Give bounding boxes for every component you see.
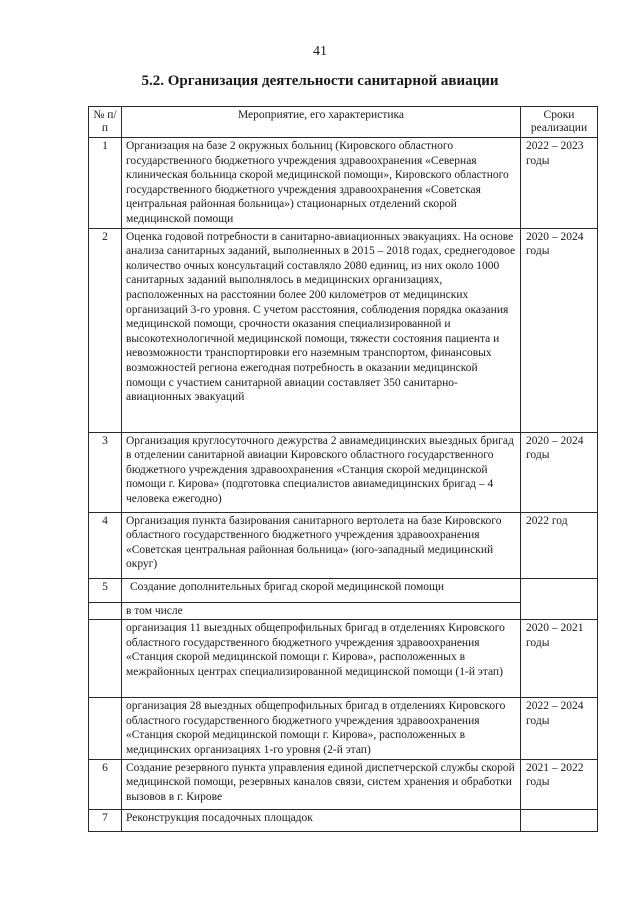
row-description: Организация на базе 2 окружных больниц (Кировского областного государственного бюджетного учреждения здравоохранения «Северная клиническая больница скорой медицинской помощи», Кировского областного государственного бюджетного учреждения здравоохранения «Советская центральная районная больница») стационарных отделений скорой медицинской помощи [122, 138, 521, 229]
row-terms: 2022 – 2024 годы [521, 698, 598, 759]
row-number: 4 [89, 512, 122, 578]
row-description: в том числе [122, 602, 521, 620]
row-terms: 2020 – 2024 годы [521, 432, 598, 512]
row-number: 2 [89, 228, 122, 432]
row-terms: 2020 – 2024 годы [521, 228, 598, 432]
row-description: Создание резервного пункта управления единой диспетчерской службы скорой медицинской помощи, резервных каналов связи, систем хранения и обработки вызовов в г. Кирове [122, 759, 521, 809]
row-description: организация 28 выездных общепрофильных бригад в отделениях Кировского областного государственного бюджетного учреждения здравоохранения «Станция скорой медицинской помощи г. Кирова», расположенных в медицинских организациях 1-го уровня (2-й этап) [122, 698, 521, 759]
row-number [89, 698, 122, 759]
table-row [89, 432, 598, 512]
row-terms: 2020 – 2021 годы [521, 620, 598, 698]
row-number [89, 620, 122, 698]
table-row [89, 698, 598, 759]
row-number: 7 [89, 809, 122, 831]
row-description: Реконструкция посадочных площадок [122, 809, 521, 831]
row-description: Организация круглосуточного дежурства 2 авиамедицинских выездных бригад в отделении санитарной авиации Кировского областного государственного бюджетного учреждения здравоохранения «Станция скорой медицинской помощи г. Кирова» (подготовка специалистов авиамедицинских бригад – 4 человека ежегодно) [122, 432, 521, 512]
row-description: Оценка годовой потребности в санитарно-авиационных эвакуациях. На основе анализа санитарных заданий, выполненных в 2015 – 2018 годах, среднегодовое количество очных консультаций составляло 2080 единиц, из них около 1000 санитарных заданий выполнялось в медицинских организациях, расположенных на расстоянии более 200 километров от медицинских организаций 3-го уровня. С учетом расстояния, соблюдения порядка оказания медицинской помощи, срочности оказания специализированной и высокотехнологичной медицинской помощи, тяжести состояния пациента и невозможности транспортировки его наземным транспортом, финансовых возможностей региона ежегодная потребность в оказании медицинской помощи с участием санитарной авиации составляет 350 санитарно-авиационных эвакуаций [122, 228, 521, 432]
row-terms: 2021 – 2022 годы [521, 759, 598, 809]
row-number: 5 [89, 578, 122, 602]
table-row [89, 809, 598, 831]
row-terms: 2022 год [521, 512, 598, 578]
table-row [89, 138, 598, 229]
header-activity: Мероприятие, его характеристика [122, 107, 521, 138]
row-number: 3 [89, 432, 122, 512]
row-number [89, 602, 122, 620]
row-terms [521, 602, 598, 620]
row-terms: 2022 – 2023 годы [521, 138, 598, 229]
table-row [89, 602, 598, 620]
header-terms: Сроки реализации [521, 107, 598, 138]
row-description: организация 11 выездных общепрофильных бригад в отделениях Кировского областного государственного бюджетного учреждения здравоохранения «Станция скорой медицинской помощи г. Кирова», расположенных в межрайонных центрах специализированной медицинской помощи (1-й этап) [122, 620, 521, 698]
row-description: Создание дополнительных бригад скорой медицинской помощи [122, 578, 521, 602]
table-row [89, 228, 598, 432]
row-description: Организация пункта базирования санитарного вертолета на базе Кировского областного государственного бюджетного учреждения здравоохранения «Советская центральная районная больница» (юго-западный медицинский округ) [122, 512, 521, 578]
table-row [89, 759, 598, 809]
section-title: 5.2. Организация деятельности санитарной авиации [141, 73, 499, 89]
row-number: 1 [89, 138, 122, 229]
row-terms [521, 809, 598, 831]
header-number: № п/п [89, 107, 122, 138]
row-number: 6 [89, 759, 122, 809]
table-row [89, 620, 598, 698]
row-terms [521, 578, 598, 602]
table-row [89, 578, 598, 602]
activities-table [88, 106, 598, 832]
table-header-row [89, 107, 598, 138]
table-row [89, 512, 598, 578]
page-number: 41 [313, 44, 327, 59]
